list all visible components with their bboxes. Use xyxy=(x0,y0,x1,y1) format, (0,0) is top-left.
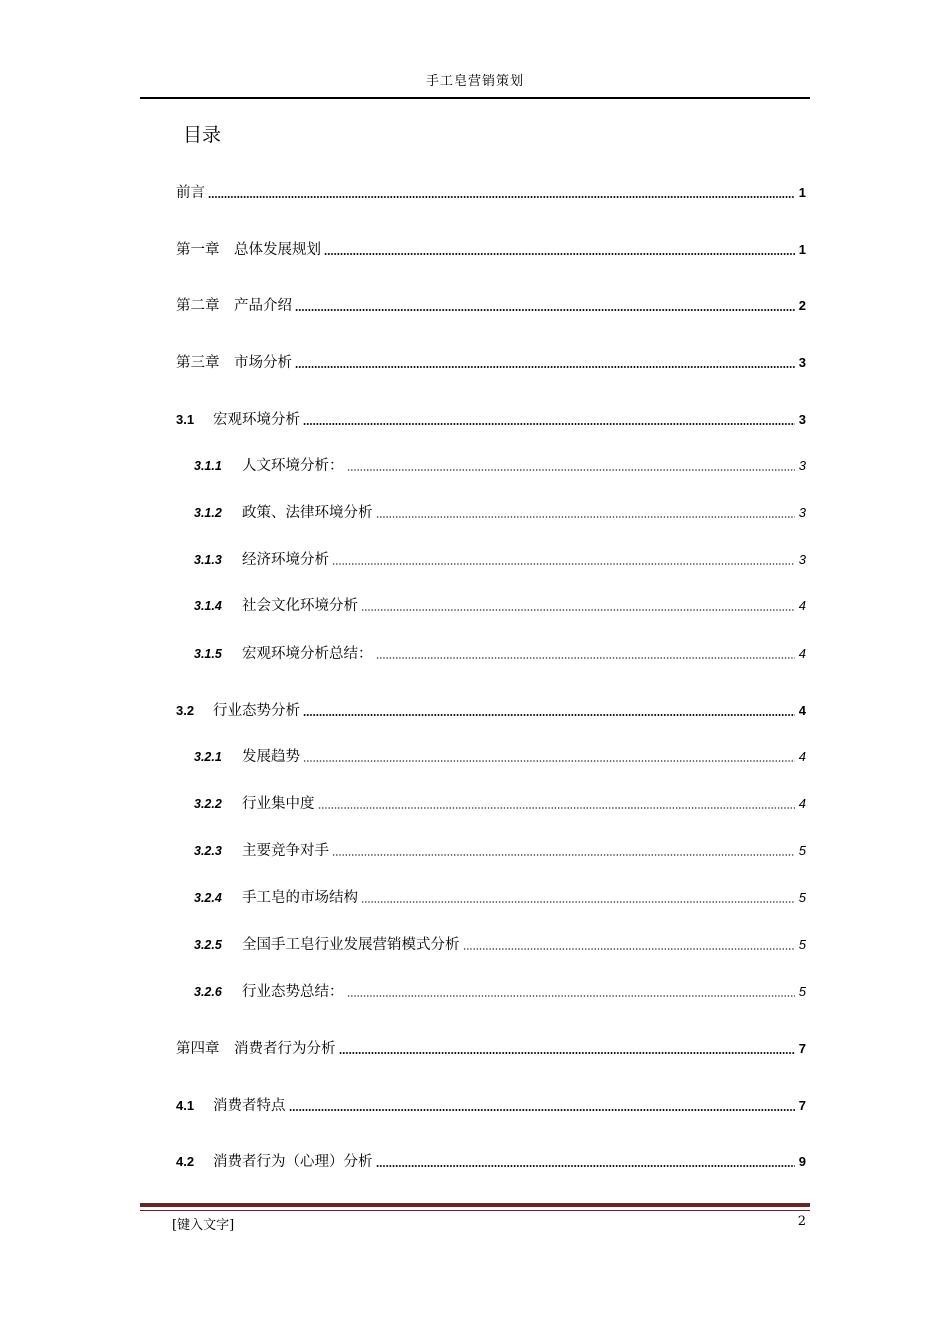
toc-dot-leader xyxy=(332,854,795,856)
toc-entry[interactable] xyxy=(194,590,806,616)
toc-dot-leader xyxy=(324,253,795,255)
toc-entry-label: 主要竞争对手 xyxy=(242,843,329,859)
toc-entry-label: 消费者行为（心理）分析 xyxy=(213,1154,373,1170)
toc-entry-page: 4 xyxy=(798,749,806,764)
toc-dot-leader xyxy=(295,309,795,311)
toc-dot-leader xyxy=(303,760,795,762)
toc-entry-number: 3.2.5 xyxy=(194,938,222,952)
toc-entry-page: 5 xyxy=(798,937,806,952)
toc-entry-label: 发展趋势 xyxy=(242,749,300,765)
toc-entry-label: 第一章 总体发展规划 xyxy=(176,242,321,258)
toc-entry[interactable] xyxy=(176,234,806,260)
toc-entry-label: 第三章 市场分析 xyxy=(176,355,292,371)
toc-entry-page: 3 xyxy=(798,412,806,427)
toc-entry-page: 1 xyxy=(798,185,806,200)
toc-entry-label: 宏观环境分析总结： xyxy=(242,646,373,662)
toc-entry-label: 全国手工皂行业发展营销模式分析 xyxy=(242,937,460,953)
toc-entry[interactable] xyxy=(176,404,806,430)
toc-entry-number: 3.2.4 xyxy=(194,891,222,905)
toc-entry-page: 3 xyxy=(798,552,806,567)
toc-entry-page: 5 xyxy=(798,984,806,999)
toc-entry[interactable] xyxy=(194,497,806,523)
toc-entry-number: 3.1.2 xyxy=(194,506,222,520)
toc-entry-page: 5 xyxy=(798,843,806,858)
toc-dot-leader xyxy=(376,657,796,659)
toc-entry-page: 3 xyxy=(798,458,806,473)
toc-entry[interactable] xyxy=(176,347,806,373)
toc-entry-label: 第四章 消费者行为分析 xyxy=(176,1041,336,1057)
toc-entry[interactable] xyxy=(194,788,806,814)
toc-heading: 目录 xyxy=(183,124,222,146)
toc-entry-label: 社会文化环境分析 xyxy=(242,598,358,614)
toc-dot-leader xyxy=(361,609,795,611)
header-title: 手工皂营销策划 xyxy=(425,74,524,89)
toc-entry[interactable] xyxy=(176,1146,806,1172)
toc-dot-leader xyxy=(376,1165,796,1167)
toc-entry-number: 3.1 xyxy=(176,412,195,427)
toc-dot-leader xyxy=(347,995,796,997)
toc-entry-number: 3.2.6 xyxy=(194,985,222,999)
toc-entry-number: 3.2.1 xyxy=(194,750,222,764)
toc-entry[interactable] xyxy=(194,929,806,955)
toc-entry[interactable] xyxy=(194,544,806,570)
toc-entry-label: 经济环境分析 xyxy=(242,552,329,568)
toc-entry[interactable] xyxy=(176,290,806,316)
toc-entry[interactable] xyxy=(176,1033,806,1059)
toc-entry-number: 4.1 xyxy=(176,1098,195,1113)
toc-entry-label: 消费者特点 xyxy=(213,1098,286,1114)
toc-entry-number: 3.1.5 xyxy=(194,647,222,661)
toc-dot-leader xyxy=(208,196,795,198)
toc-dot-leader xyxy=(347,469,796,471)
toc-dot-leader xyxy=(339,1052,796,1054)
toc-entry[interactable] xyxy=(194,835,806,861)
toc-entry-label: 行业态势总结： xyxy=(242,984,344,1000)
toc-entry-page: 3 xyxy=(798,505,806,520)
toc-entry-number: 3.1.1 xyxy=(194,459,222,473)
toc-entry-page: 7 xyxy=(798,1098,806,1113)
toc-dot-leader xyxy=(295,366,795,368)
toc-entry[interactable] xyxy=(194,882,806,908)
toc-entry-label: 第二章 产品介绍 xyxy=(176,298,292,314)
toc-entry-number: 3.2.3 xyxy=(194,844,222,858)
toc-entry-page: 4 xyxy=(798,598,806,613)
toc-entry-label: 行业态势分析 xyxy=(213,703,300,719)
toc-entry-page: 7 xyxy=(798,1041,806,1056)
toc-entry-label: 政策、法律环境分析 xyxy=(242,505,373,521)
toc-dot-leader xyxy=(463,948,796,950)
toc-entry-page: 1 xyxy=(798,242,806,257)
toc-entry-page: 5 xyxy=(798,890,806,905)
toc-entry-number: 3.1.3 xyxy=(194,553,222,567)
toc-entry[interactable] xyxy=(194,741,806,767)
toc-entry[interactable] xyxy=(176,695,806,721)
toc-dot-leader xyxy=(303,423,795,425)
toc-entry-label: 行业集中度 xyxy=(242,796,315,812)
footer-placeholder-text: [键入文字] xyxy=(172,1218,235,1233)
footer-rule-thin xyxy=(140,1210,810,1211)
toc-entry-number: 3.2 xyxy=(176,703,195,718)
toc-entry-number: 3.1.4 xyxy=(194,599,222,613)
toc-entry-label: 手工皂的市场结构 xyxy=(242,890,358,906)
footer-page-number: 2 xyxy=(797,1214,806,1229)
toc-entry-label: 前言 xyxy=(176,185,205,201)
toc-dot-leader xyxy=(361,901,795,903)
toc-dot-leader xyxy=(332,563,795,565)
toc-entry-page: 2 xyxy=(798,298,806,313)
toc-entry[interactable] xyxy=(176,177,806,203)
footer-rule-thick xyxy=(140,1203,810,1207)
toc-entry-label: 人文环境分析： xyxy=(242,458,344,474)
toc-entry-number: 4.2 xyxy=(176,1154,195,1169)
toc-entry[interactable] xyxy=(194,976,806,1002)
toc-entry-number: 3.2.2 xyxy=(194,797,222,811)
toc-entry[interactable] xyxy=(194,450,806,476)
toc-entry-page: 4 xyxy=(798,703,806,718)
toc-entry-label: 宏观环境分析 xyxy=(213,412,300,428)
toc-entry[interactable] xyxy=(194,638,806,664)
toc-entry-page: 4 xyxy=(798,796,806,811)
toc-dot-leader xyxy=(318,807,796,809)
toc-dot-leader xyxy=(289,1109,796,1111)
toc-dot-leader xyxy=(376,516,796,518)
toc-entry-page: 4 xyxy=(798,646,806,661)
toc-dot-leader xyxy=(303,714,795,716)
toc-entry[interactable] xyxy=(176,1090,806,1116)
toc-entry-page: 3 xyxy=(798,355,806,370)
toc-entry-page: 9 xyxy=(798,1154,806,1169)
